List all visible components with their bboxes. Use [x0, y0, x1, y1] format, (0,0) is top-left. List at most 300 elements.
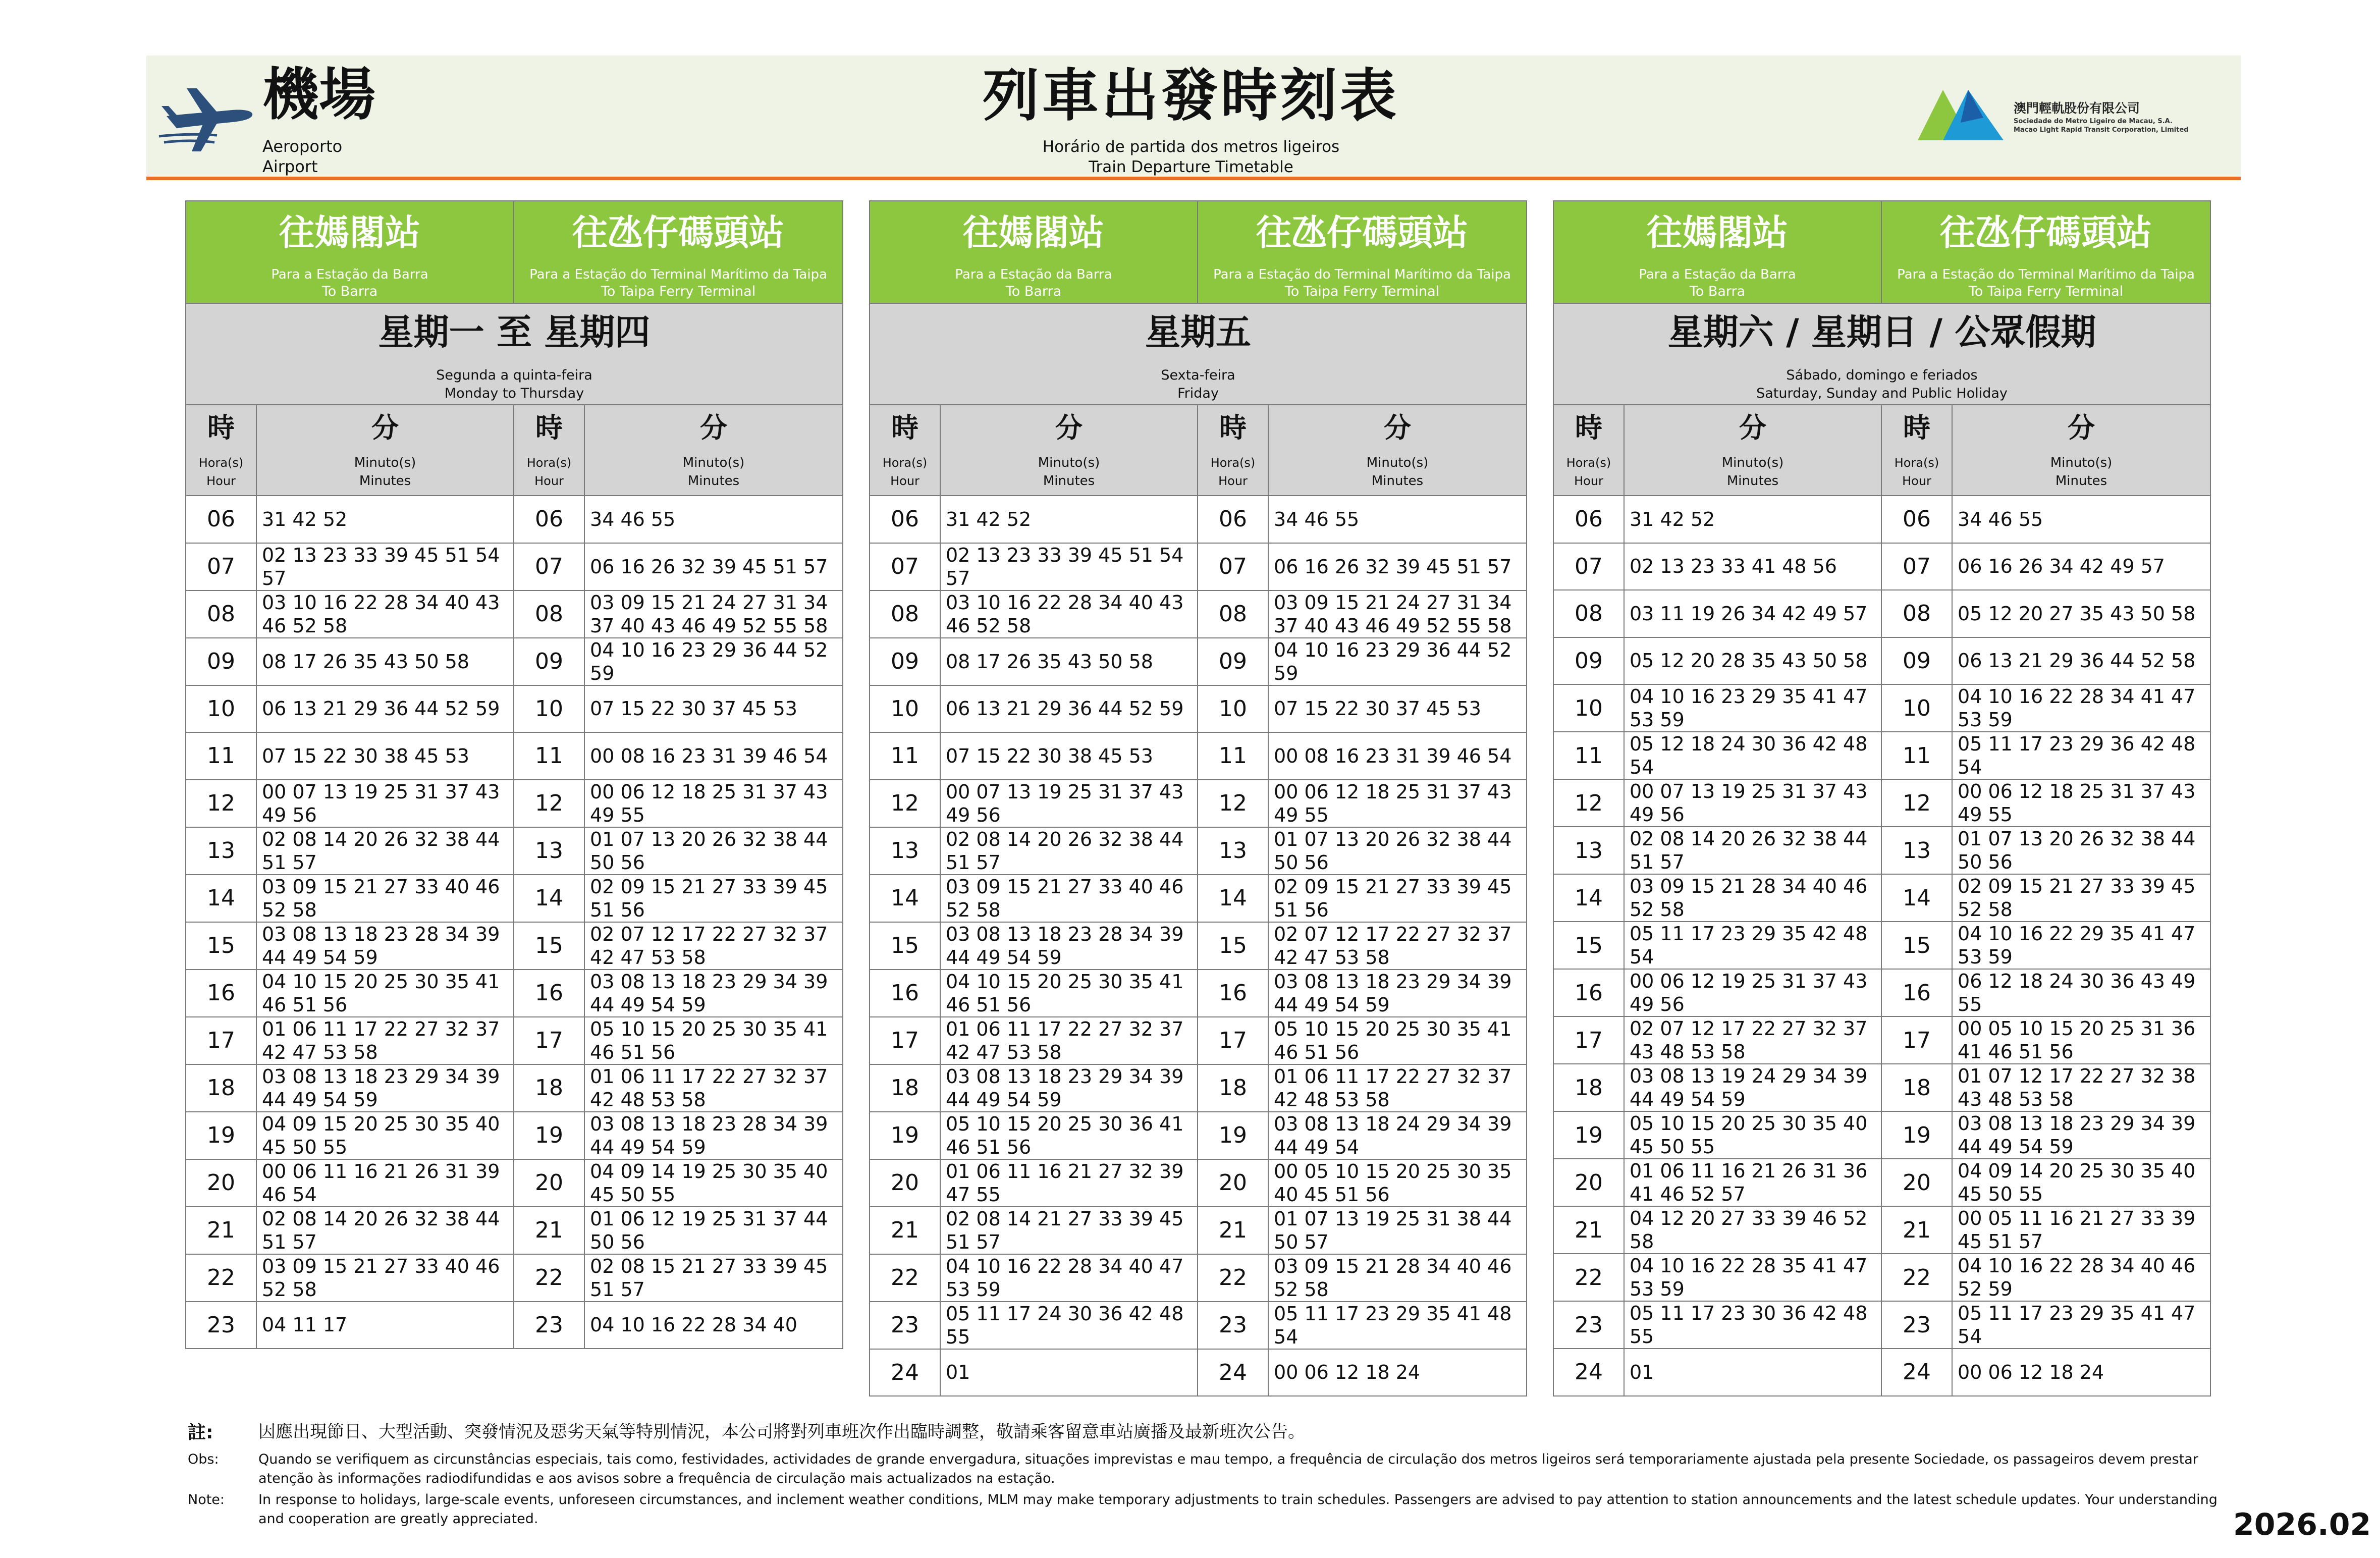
minutes-cell: 02 13 23 33 41 48 56: [1624, 543, 1881, 590]
table-row: [870, 1112, 1527, 1159]
hour-cell: 18: [1881, 1064, 1952, 1111]
hour-cell: 16: [870, 970, 940, 1017]
minutes-cell: 01 06 12 19 25 31 37 44 50 56: [584, 1207, 843, 1254]
hour-cell: 10: [870, 685, 940, 733]
hour-cell: 13: [1198, 827, 1268, 875]
hour-label-zh: 時: [207, 412, 235, 444]
service-days-en: Saturday, Sunday and Public Holiday: [1756, 386, 2008, 401]
hour-cell: 12: [514, 780, 584, 827]
hour-cell: 08: [514, 590, 584, 638]
minutes-cell: 03 09 15 21 28 34 40 46 52 58: [1268, 1254, 1527, 1302]
hour-column-header: [1198, 405, 1268, 496]
minutes-cell: 03 08 13 18 24 29 34 39 44 49 54: [1268, 1112, 1527, 1159]
hour-label-pt: Hora(s): [1566, 456, 1611, 470]
direction-header: [1553, 201, 1881, 303]
timetable-panel-weekend: [1553, 200, 2210, 1396]
hour-cell: 12: [1881, 779, 1952, 827]
minute-label-zh: 分: [2068, 412, 2095, 444]
table-row: [186, 590, 843, 638]
direction-name-zh: 往氹仔碼頭站: [1256, 212, 1469, 253]
direction-header: [186, 201, 514, 303]
table-row: [870, 543, 1527, 590]
table-row: [1553, 874, 2210, 922]
direction-header: [514, 201, 843, 303]
minutes-cell: 00 06 12 18 25 31 37 43 49 55: [1952, 779, 2210, 827]
hour-cell: 18: [1198, 1064, 1268, 1112]
note-text-en: [258, 1490, 2227, 1529]
minutes-cell: 00 06 11 16 21 26 31 39 46 54: [256, 1159, 514, 1207]
table-row: [870, 590, 1527, 638]
hour-cell: 13: [1881, 827, 1952, 874]
minutes-cell: 03 09 15 21 24 27 31 34 37 40 43 46 49 52 55 58: [1268, 590, 1527, 638]
hour-cell: 07: [1881, 543, 1952, 590]
hour-label-pt: Hora(s): [1894, 456, 1939, 470]
note-label-en: Note:: [188, 1492, 225, 1508]
hour-cell: 14: [514, 875, 584, 922]
minutes-cell: 00 05 10 15 20 25 30 35 40 45 51 56: [1268, 1159, 1527, 1207]
minutes-cell: 03 08 13 18 23 28 34 39 44 49 54 59: [256, 922, 514, 970]
hour-cell: 20: [870, 1159, 940, 1207]
hour-cell: 16: [1881, 969, 1952, 1016]
minutes-cell: 06 12 18 24 30 36 43 49 55: [1952, 969, 2210, 1016]
hour-cell: 06: [1553, 496, 1624, 543]
hour-label-en: Hour: [1902, 474, 1931, 488]
minutes-cell: 00 08 16 23 31 39 46 54: [584, 732, 843, 780]
hour-cell: 15: [1881, 922, 1952, 969]
minutes-cell: 01 07 13 20 26 32 38 44 50 56: [1268, 827, 1527, 875]
table-row: [1553, 827, 2210, 874]
hour-cell: 19: [186, 1112, 256, 1159]
minutes-cell: 03 08 13 19 24 29 34 39 44 49 54 59: [1624, 1064, 1881, 1111]
mlm-logo-icon: [1913, 80, 2009, 150]
hour-cell: 18: [514, 1064, 584, 1112]
minutes-cell: 02 07 12 17 22 27 32 37 42 47 53 58: [1268, 922, 1527, 970]
minutes-cell: 04 10 16 22 28 34 40: [584, 1302, 843, 1349]
table-row: [186, 827, 843, 875]
hour-cell: 10: [186, 685, 256, 733]
hour-cell: 09: [514, 638, 584, 685]
minutes-cell: 04 10 15 20 25 30 35 41 46 51 56: [940, 970, 1198, 1017]
minutes-cell: 01: [940, 1349, 1198, 1396]
hour-label-pt: Hora(s): [198, 456, 244, 470]
minutes-cell: 05 11 17 23 29 35 41 48 54: [1268, 1302, 1527, 1349]
hour-cell: 08: [1553, 590, 1624, 637]
table-row: [1553, 1254, 2210, 1301]
hour-cell: 12: [870, 780, 940, 827]
hour-cell: 18: [186, 1064, 256, 1112]
hour-cell: 17: [514, 1017, 584, 1064]
direction-name-pt: Para a Estação da Barra: [271, 267, 428, 282]
hour-cell: 23: [1881, 1301, 1952, 1349]
hour-cell: 10: [514, 685, 584, 733]
hour-cell: 11: [186, 732, 256, 780]
hour-cell: 23: [1553, 1301, 1624, 1349]
minutes-cell: 05 11 17 23 29 35 42 48 54: [1624, 922, 1881, 969]
hour-cell: 08: [1198, 590, 1268, 638]
minutes-cell: 02 09 15 21 27 33 39 45 51 56: [584, 875, 843, 922]
hour-label-en: Hour: [1574, 474, 1603, 488]
direction-name-en: To Taipa Ferry Terminal: [1284, 284, 1440, 299]
table-row: [870, 1017, 1527, 1064]
note-text-pt-line2: atenção às informações radiodifundidas e aos avisos sobre a frequência de circulação mais actualizados na estação.: [258, 1471, 1055, 1486]
hour-cell: 11: [514, 732, 584, 780]
minute-label-en: Minutes: [1043, 473, 1095, 489]
hour-label-zh: 時: [891, 412, 918, 444]
hour-cell: 22: [514, 1254, 584, 1302]
hour-cell: 24: [1881, 1349, 1952, 1396]
minute-label-en: Minutes: [1371, 473, 1424, 489]
hour-cell: 16: [1553, 969, 1624, 1016]
minutes-cell: 02 08 14 20 26 32 38 44 51 57: [940, 827, 1198, 875]
hour-label-pt: Hora(s): [1210, 456, 1256, 470]
minutes-cell: 01 06 11 16 21 27 32 39 47 55: [940, 1159, 1198, 1207]
direction-name-en: To Barra: [321, 284, 378, 299]
minutes-cell: 00 06 12 19 25 31 37 43 49 56: [1624, 969, 1881, 1016]
hour-label-en: Hour: [534, 474, 564, 488]
hour-cell: 22: [1553, 1254, 1624, 1301]
hour-cell: 11: [1553, 732, 1624, 779]
table-row: [186, 1017, 843, 1064]
hour-label-zh: 時: [535, 412, 563, 444]
table-row: [186, 1112, 843, 1159]
minutes-cell: 05 11 17 24 30 36 42 48 55: [940, 1302, 1198, 1349]
direction-header: [870, 201, 1198, 303]
table-row: [1553, 590, 2210, 637]
minutes-cell: 06 13 21 29 36 44 52 59: [940, 685, 1198, 733]
minutes-cell: 05 10 15 20 25 30 35 41 46 51 56: [1268, 1017, 1527, 1064]
hour-cell: 19: [514, 1112, 584, 1159]
hour-cell: 14: [186, 875, 256, 922]
minutes-cell: 00 05 10 15 20 25 31 36 41 46 51 56: [1952, 1016, 2210, 1064]
table-row: [186, 970, 843, 1017]
hour-cell: 20: [1553, 1159, 1624, 1206]
table-row: [870, 496, 1527, 543]
minute-label-en: Minutes: [2055, 473, 2107, 489]
direction-name-en: To Barra: [1005, 284, 1062, 299]
table-row: [1553, 684, 2210, 732]
hour-cell: 22: [186, 1254, 256, 1302]
table-row: [186, 922, 843, 970]
hour-label-en: Hour: [1218, 474, 1248, 488]
hour-cell: 07: [186, 543, 256, 590]
hour-column-header: [1881, 405, 1952, 496]
hour-cell: 22: [1198, 1254, 1268, 1302]
table-row: [186, 875, 843, 922]
table-row: [186, 1254, 843, 1302]
hour-cell: 14: [1881, 874, 1952, 922]
service-days-pt: Sábado, domingo e feriados: [1786, 367, 1978, 383]
hour-cell: 07: [1553, 543, 1624, 590]
minutes-cell: 04 10 16 22 28 34 41 47 53 59: [1952, 684, 2210, 732]
hour-cell: 06: [514, 496, 584, 543]
hour-cell: 19: [870, 1112, 940, 1159]
service-days-header: [186, 303, 843, 405]
page-subtitle-en: Train Departure Timetable: [1089, 158, 1293, 176]
minute-column-header: [584, 405, 843, 496]
minutes-cell: 04 09 15 20 25 30 35 40 45 50 55: [256, 1112, 514, 1159]
hour-cell: 21: [514, 1207, 584, 1254]
minutes-cell: 31 42 52: [1624, 496, 1881, 543]
hour-cell: 14: [1198, 875, 1268, 922]
minutes-cell: 00 06 12 18 24: [1268, 1349, 1527, 1396]
minute-column-header: [1268, 405, 1527, 496]
timetable: [185, 200, 843, 1349]
table-row: [870, 875, 1527, 922]
table-row: [1553, 1111, 2210, 1159]
direction-header: [1198, 201, 1527, 303]
minutes-cell: 34 46 55: [1952, 496, 2210, 543]
hour-cell: 23: [1198, 1302, 1268, 1349]
minutes-cell: 08 17 26 35 43 50 58: [256, 638, 514, 685]
minute-label-zh: 分: [1055, 412, 1083, 444]
hour-label-en: Hour: [890, 474, 919, 488]
hour-cell: 11: [870, 732, 940, 780]
minute-label-pt: Minuto(s): [1366, 455, 1429, 470]
hour-label-zh: 時: [1219, 412, 1247, 444]
minute-column-header: [256, 405, 514, 496]
minutes-cell: 06 16 26 32 39 45 51 57: [1268, 543, 1527, 590]
minutes-cell: 00 07 13 19 25 31 37 43 49 56: [256, 780, 514, 827]
hour-cell: 08: [186, 590, 256, 638]
timetable-panel-fri: [869, 200, 1526, 1396]
direction-name-en: To Barra: [1689, 284, 1746, 299]
hour-column-header: [186, 405, 256, 496]
hour-cell: 22: [1881, 1254, 1952, 1301]
minutes-cell: 02 08 14 21 27 33 39 45 51 57: [940, 1207, 1198, 1254]
minutes-cell: 02 08 14 20 26 32 38 44 51 57: [256, 827, 514, 875]
table-row: [1553, 1206, 2210, 1254]
table-row: [186, 638, 843, 685]
station-name-zh: 機場: [262, 62, 375, 128]
note-label-pt: Obs:: [188, 1452, 219, 1467]
direction-name-en: To Taipa Ferry Terminal: [1968, 284, 2124, 299]
timetable: [869, 200, 1527, 1396]
minutes-cell: 01 07 13 20 26 32 38 44 50 56: [1952, 827, 2210, 874]
minutes-cell: 06 13 21 29 36 44 52 59: [256, 685, 514, 733]
table-row: [186, 732, 843, 780]
note-text-en-line2: and cooperation are greatly appreciated.: [258, 1511, 538, 1527]
table-row: [870, 922, 1527, 970]
minutes-cell: 04 10 16 22 28 35 41 47 53 59: [1624, 1254, 1881, 1301]
minute-label-pt: Minuto(s): [354, 455, 416, 470]
minute-column-header: [940, 405, 1198, 496]
minutes-cell: 04 10 15 20 25 30 35 41 46 51 56: [256, 970, 514, 1017]
edition-date: 2026.02: [2233, 1507, 2371, 1542]
table-row: [870, 1254, 1527, 1302]
minutes-cell: 01: [1624, 1349, 1881, 1396]
hour-cell: 15: [1198, 922, 1268, 970]
minutes-cell: 03 08 13 18 23 28 34 39 44 49 54 59: [940, 922, 1198, 970]
minute-label-en: Minutes: [1726, 473, 1779, 489]
minutes-cell: 03 08 13 18 23 29 34 39 44 49 54 59: [1952, 1111, 2210, 1159]
minutes-cell: 04 10 16 22 28 34 40 46 52 59: [1952, 1254, 2210, 1301]
hour-cell: 17: [1553, 1016, 1624, 1064]
minutes-cell: 00 08 16 23 31 39 46 54: [1268, 732, 1527, 780]
table-row: [1553, 1349, 2210, 1396]
direction-name-pt: Para a Estação do Terminal Marítimo da Taipa: [1897, 267, 2195, 282]
minutes-cell: 05 12 20 27 35 43 50 58: [1952, 590, 2210, 637]
direction-header: [1881, 201, 2210, 303]
service-days-en: Monday to Thursday: [444, 386, 584, 401]
minutes-cell: 05 11 17 23 30 36 42 48 55: [1624, 1301, 1881, 1349]
table-row: [870, 638, 1527, 685]
hour-cell: 21: [186, 1207, 256, 1254]
minutes-cell: 05 11 17 23 29 36 42 48 54: [1952, 732, 2210, 779]
hour-cell: 09: [1881, 637, 1952, 685]
minutes-cell: 31 42 52: [940, 496, 1198, 543]
header-divider: [146, 177, 2241, 180]
minute-label-pt: Minuto(s): [1038, 455, 1100, 470]
minutes-cell: 01 06 11 17 22 27 32 37 42 47 53 58: [256, 1017, 514, 1064]
hour-cell: 09: [870, 638, 940, 685]
table-row: [186, 780, 843, 827]
minutes-cell: 04 09 14 20 25 30 35 40 45 50 55: [1952, 1159, 2210, 1206]
minutes-cell: 00 05 11 16 21 27 33 39 45 51 57: [1952, 1206, 2210, 1254]
hour-cell: 21: [870, 1207, 940, 1254]
minutes-cell: 05 11 17 23 29 35 41 47 54: [1952, 1301, 2210, 1349]
direction-name-pt: Para a Estação do Terminal Marítimo da Taipa: [1213, 267, 1511, 282]
hour-column-header: [514, 405, 584, 496]
minutes-cell: 04 10 16 22 28 34 40 47 53 59: [940, 1254, 1198, 1302]
minutes-cell: 00 06 12 18 25 31 37 43 49 55: [1268, 780, 1527, 827]
table-row: [1553, 1016, 2210, 1064]
note-text-pt-line1: Quando se verifiquem as circunstâncias especiais, tais como, festividades, actividades de grande envergadura, situações imprevistas e mau tempo, a frequência de circulação dos metros ligeiros será temporariamente ajustada pela presente Sociedade, os passageiros devem prestar: [258, 1452, 2198, 1467]
minutes-cell: 02 08 14 20 26 32 38 44 51 57: [1624, 827, 1881, 874]
direction-name-zh: 往氹仔碼頭站: [572, 212, 785, 253]
minute-label-pt: Minuto(s): [2050, 455, 2113, 470]
table-row: [186, 1207, 843, 1254]
minutes-cell: 01 06 11 16 21 26 31 36 41 46 52 57: [1624, 1159, 1881, 1206]
hour-cell: 20: [1198, 1159, 1268, 1207]
note-text-en-line1: In response to holidays, large-scale events, unforeseen circumstances, and inclement weather conditions, MLM may make temporary adjustments to train schedules. Passengers are advised to pay attention to station announcements and the latest schedule updates. Your understanding: [258, 1492, 2217, 1508]
direction-name-pt: Para a Estação da Barra: [955, 267, 1112, 282]
table-row: [1553, 1301, 2210, 1349]
hour-cell: 09: [186, 638, 256, 685]
minutes-cell: 08 17 26 35 43 50 58: [940, 638, 1198, 685]
minutes-cell: 34 46 55: [584, 496, 843, 543]
hour-cell: 21: [1198, 1207, 1268, 1254]
minute-column-header: [1624, 405, 1881, 496]
minutes-cell: 06 13 21 29 36 44 52 58: [1952, 637, 2210, 685]
minute-label-en: Minutes: [359, 473, 411, 489]
hour-cell: 23: [514, 1302, 584, 1349]
hour-column-header: [870, 405, 940, 496]
minutes-cell: 04 10 16 23 29 36 44 52 59: [584, 638, 843, 685]
company-name-zh: 澳門輕軌股份有限公司: [2014, 101, 2140, 116]
direction-name-zh: 往媽閣站: [963, 212, 1104, 253]
minute-label-pt: Minuto(s): [1721, 455, 1784, 470]
minutes-cell: 07 15 22 30 38 45 53: [940, 732, 1198, 780]
table-row: [1553, 969, 2210, 1016]
hour-cell: 24: [870, 1349, 940, 1396]
hour-cell: 13: [186, 827, 256, 875]
timetable-panel-mon-thu: [185, 200, 842, 1349]
table-row: [870, 1159, 1527, 1207]
minutes-cell: 02 08 14 20 26 32 38 44 51 57: [256, 1207, 514, 1254]
hour-cell: 10: [1881, 684, 1952, 732]
hour-cell: 08: [1881, 590, 1952, 637]
minutes-cell: 03 08 13 18 23 29 34 39 44 49 54 59: [1268, 970, 1527, 1017]
minutes-cell: 05 10 15 20 25 30 36 41 46 51 56: [940, 1112, 1198, 1159]
table-row: [1553, 1064, 2210, 1111]
minute-label-zh: 分: [700, 412, 728, 444]
minutes-cell: 05 10 15 20 25 30 35 41 46 51 56: [584, 1017, 843, 1064]
minutes-cell: 02 08 15 21 27 33 39 45 51 57: [584, 1254, 843, 1302]
minute-label-pt: Minuto(s): [682, 455, 745, 470]
minutes-cell: 02 13 23 33 39 45 51 54 57: [940, 543, 1198, 590]
service-days-zh: 星期五: [1145, 311, 1252, 353]
station-name-en: Airport: [262, 157, 318, 176]
table-row: [1553, 922, 2210, 969]
minutes-cell: 07 15 22 30 38 45 53: [256, 732, 514, 780]
service-days-header: [870, 303, 1527, 405]
table-row: [186, 1159, 843, 1207]
table-row: [870, 732, 1527, 780]
hour-cell: 15: [870, 922, 940, 970]
page-subtitle-pt: Horário de partida dos metros ligeiros: [1042, 138, 1340, 156]
table-row: [870, 1349, 1527, 1396]
hour-cell: 16: [1198, 970, 1268, 1017]
hour-cell: 13: [870, 827, 940, 875]
minutes-cell: 03 09 15 21 27 33 40 46 52 58: [256, 875, 514, 922]
hour-cell: 15: [1553, 922, 1624, 969]
minutes-cell: 03 10 16 22 28 34 40 43 46 52 58: [256, 590, 514, 638]
service-days-header: [1553, 303, 2210, 405]
minutes-cell: 31 42 52: [256, 496, 514, 543]
table-row: [186, 496, 843, 543]
hour-cell: 24: [1553, 1349, 1624, 1396]
timetable: [1553, 200, 2211, 1396]
minutes-cell: 06 16 26 34 42 49 57: [1952, 543, 2210, 590]
hour-cell: 23: [870, 1302, 940, 1349]
minutes-cell: 03 09 15 21 27 33 40 46 52 58: [940, 875, 1198, 922]
hour-cell: 17: [870, 1017, 940, 1064]
minute-column-header: [1952, 405, 2210, 496]
hour-cell: 21: [1881, 1206, 1952, 1254]
hour-cell: 08: [870, 590, 940, 638]
table-row: [1553, 779, 2210, 827]
hour-cell: 14: [870, 875, 940, 922]
minutes-cell: 07 15 22 30 37 45 53: [584, 685, 843, 733]
minutes-cell: 03 09 15 21 28 34 40 46 52 58: [1624, 874, 1881, 922]
table-row: [870, 970, 1527, 1017]
hour-cell: 18: [870, 1064, 940, 1112]
hour-cell: 18: [1553, 1064, 1624, 1111]
minutes-cell: 00 07 13 19 25 31 37 43 49 56: [1624, 779, 1881, 827]
airplane-icon: [156, 86, 257, 154]
minutes-cell: 02 07 12 17 22 27 32 37 43 48 53 58: [1624, 1016, 1881, 1064]
direction-name-pt: Para a Estação da Barra: [1639, 267, 1796, 282]
minutes-cell: 07 15 22 30 37 45 53: [1268, 685, 1527, 733]
table-row: [1553, 543, 2210, 590]
minutes-cell: 03 08 13 18 23 29 34 39 44 49 54 59: [940, 1064, 1198, 1112]
minutes-cell: 03 11 19 26 34 42 49 57: [1624, 590, 1881, 637]
hour-label-en: Hour: [206, 474, 236, 488]
hour-cell: 06: [1881, 496, 1952, 543]
minute-label-en: Minutes: [687, 473, 740, 489]
minutes-cell: 02 09 15 21 27 33 39 45 51 56: [1268, 875, 1527, 922]
minutes-cell: 02 13 23 33 39 45 51 54 57: [256, 543, 514, 590]
minutes-cell: 34 46 55: [1268, 496, 1527, 543]
minutes-cell: 06 16 26 32 39 45 51 57: [584, 543, 843, 590]
table-row: [870, 780, 1527, 827]
service-days-pt: Segunda a quinta-feira: [436, 367, 592, 383]
note-text-pt: [258, 1450, 2227, 1488]
hour-cell: 09: [1553, 637, 1624, 685]
table-row: [186, 543, 843, 590]
hour-cell: 14: [1553, 874, 1624, 922]
hour-cell: 06: [1198, 496, 1268, 543]
